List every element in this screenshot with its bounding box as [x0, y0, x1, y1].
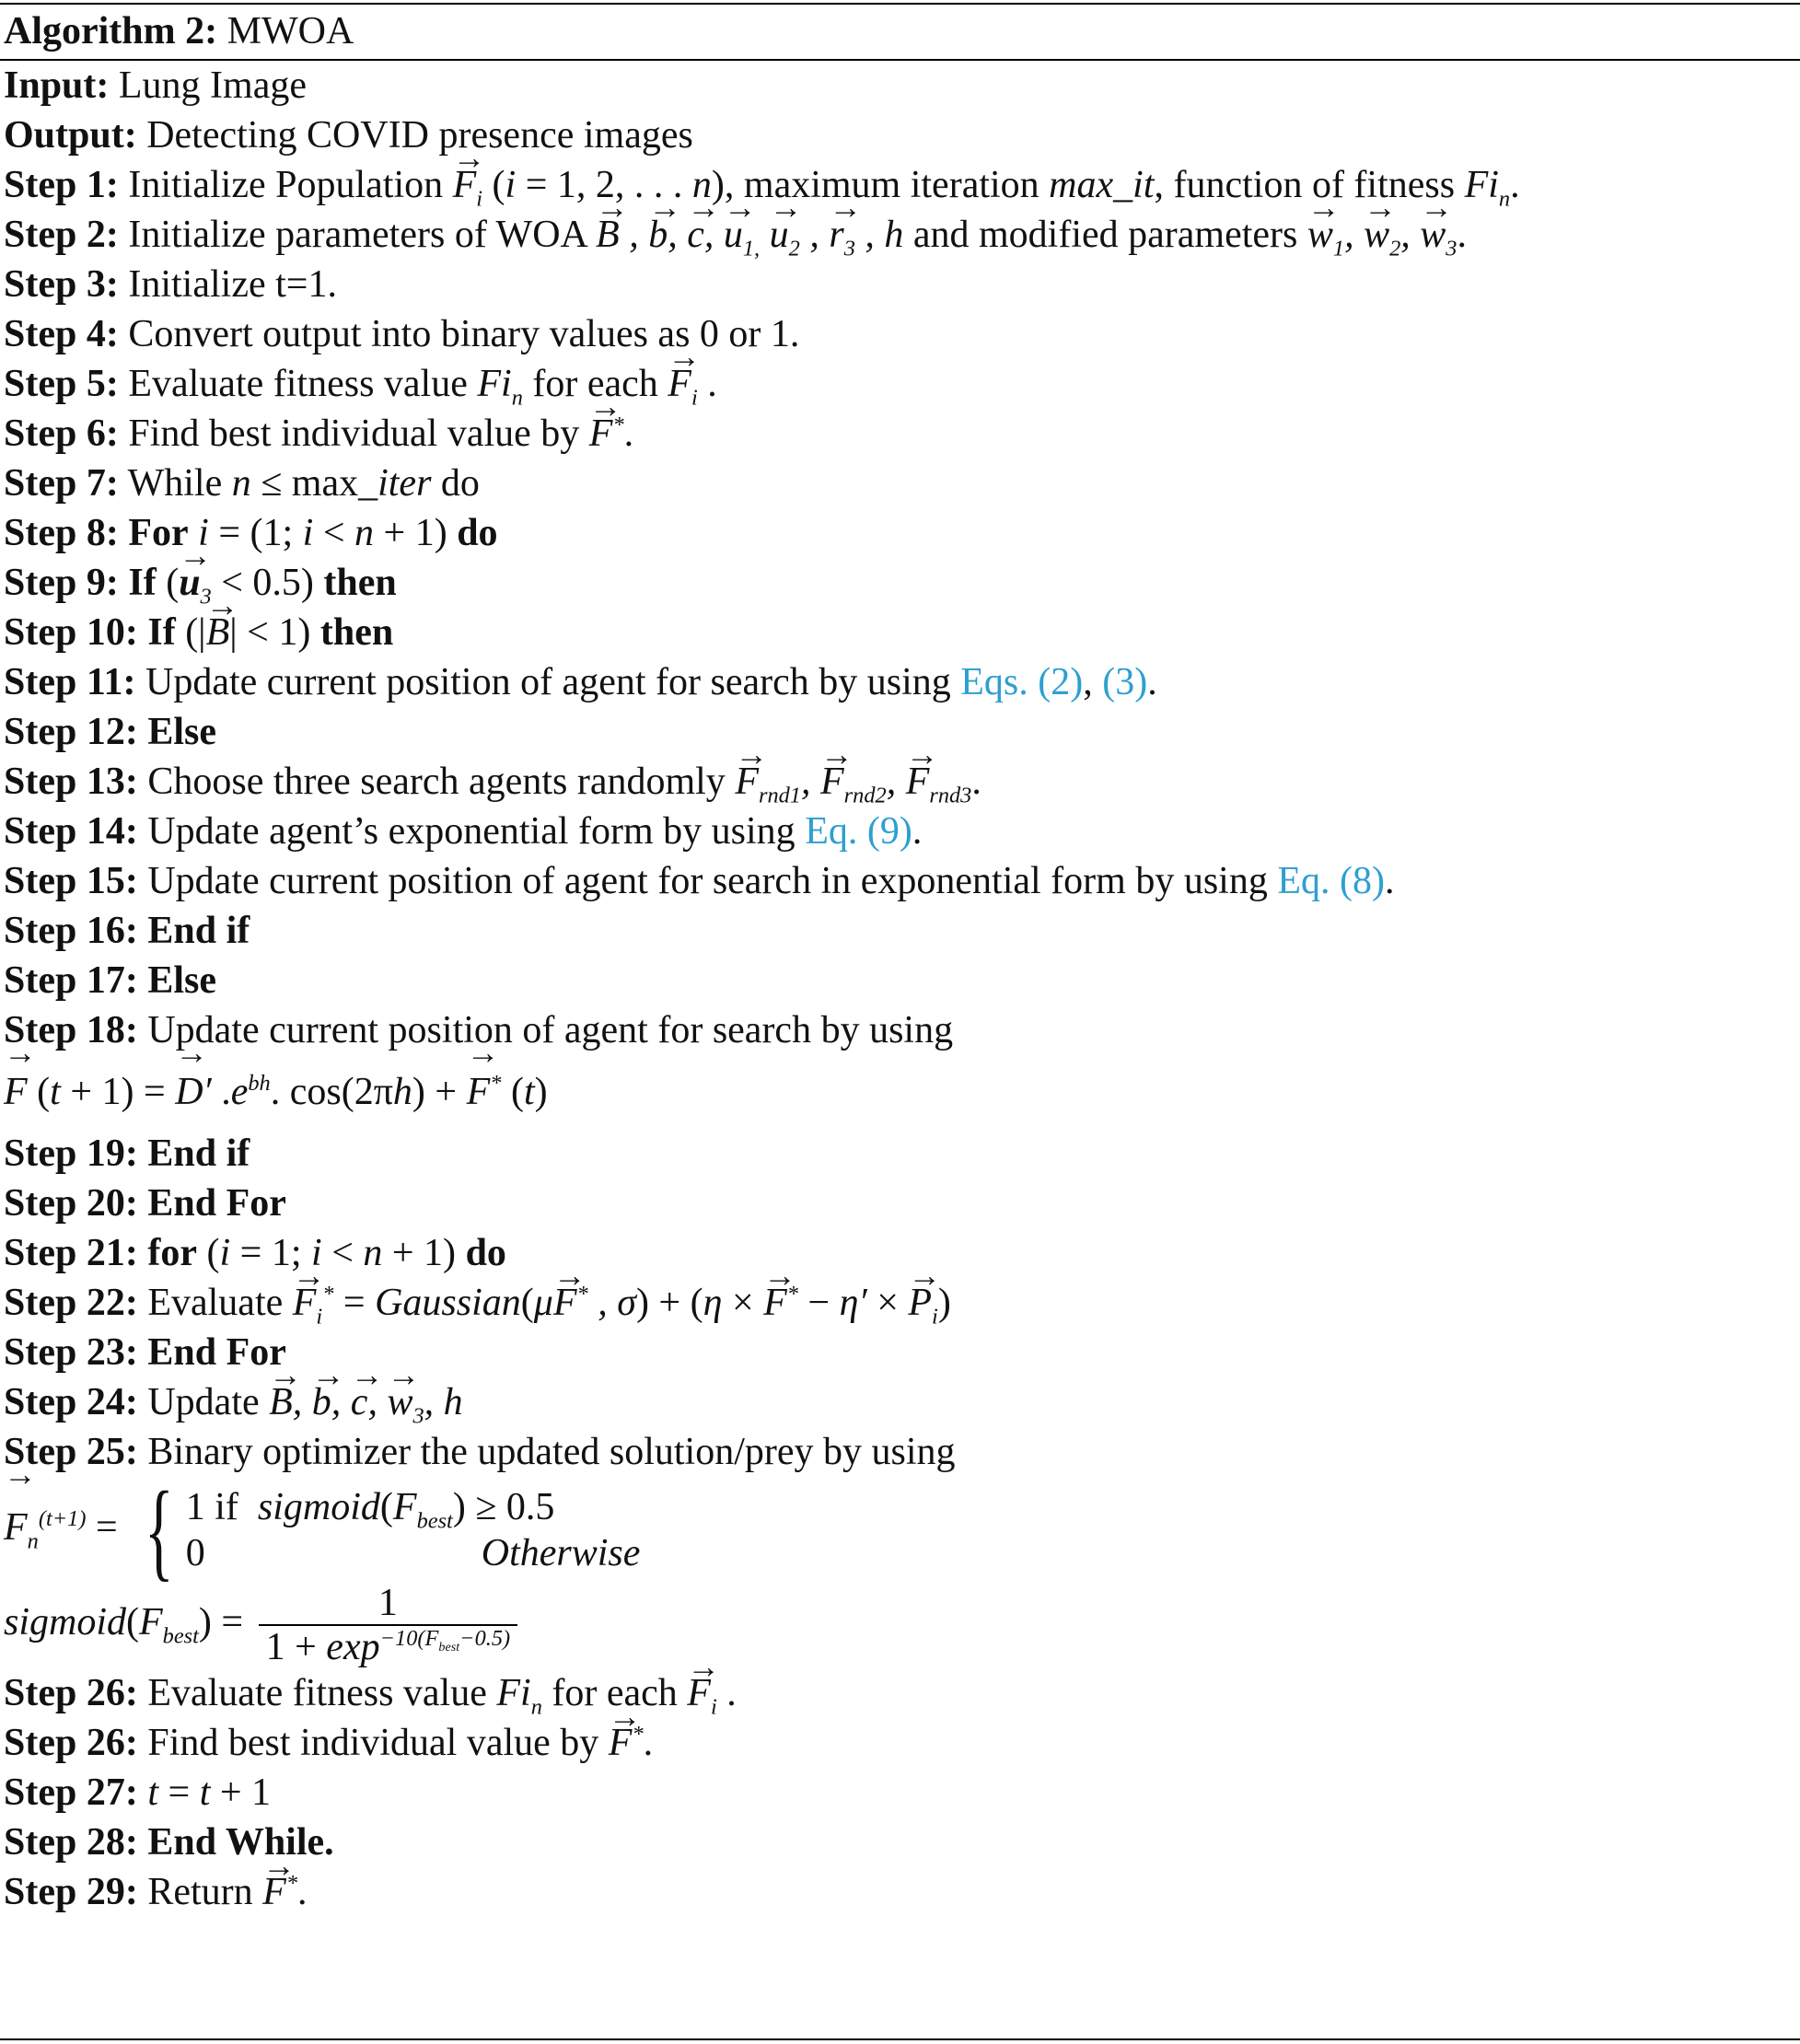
step-label: Step 26: — [4, 1672, 138, 1715]
algorithm-title — [4, 6, 354, 57]
formula: $F \to_i$ (i = 1, 2, . . . n) — [453, 164, 725, 206]
step-text: do — [440, 462, 480, 505]
step-20 — [4, 1179, 1794, 1228]
step-26b: Step 26: Find best individual value by F →*. — [4, 1718, 1794, 1768]
step-6: Step 6: Find best individual value by F →*. — [4, 409, 1794, 459]
gaussian-function: Gaussian — [375, 1282, 521, 1324]
equation-link[interactable]: (3) — [1102, 661, 1148, 703]
step-label: Step 27: — [4, 1771, 138, 1815]
step-8 — [4, 508, 1794, 558]
step-label: Step 23: — [4, 1331, 138, 1374]
formula: F →* — [609, 1722, 644, 1764]
case-block: { 1 if $sigmoid(F_{best}) \ge 0.5$ 0 Otherwise — [145, 1469, 641, 1592]
formula: B →, b →, c →, $w \to_3$, h — [269, 1381, 463, 1423]
step-label: Step 19: — [4, 1132, 138, 1175]
step-9 — [4, 558, 1794, 608]
step-2: Step 2: Initialize parameters of WOA B → , b →, c →, $u \to_{1,}$ $u \to_2$ , $r \to_3$ , h and modified parameters $w \to_1$, $w \to_2$, $w \to_3$. — [4, 210, 1794, 260]
step-text: End While. — [147, 1821, 334, 1864]
step-text: Update current position of agent for search by using — [147, 1009, 954, 1051]
step-text: for each — [532, 363, 658, 405]
step-29: Step 29: Return F →*. — [4, 1867, 1794, 1917]
spiral-update-equation: F → (t + 1) = D →′ $.e^{bh}$. cos(2πh) + F →* (t) — [4, 1055, 1794, 1129]
step-text: and modified parameters — [912, 214, 1298, 256]
step-label: Step 2: — [4, 214, 119, 256]
step-text: End if — [147, 910, 250, 952]
case-one: 1 if — [185, 1486, 238, 1529]
step-text: for — [147, 1232, 197, 1274]
step-text: End For — [147, 1182, 286, 1225]
step-13: Step 13: Choose three search agents randomly $F \to_{rnd1}$, $F \to_{rnd2}$, $F \to_{rnd3}$. — [4, 757, 1794, 807]
step-text: Find best individual value by — [147, 1722, 599, 1765]
formula: (i = 1; i < n + 1) — [206, 1232, 457, 1274]
step-24 — [4, 1377, 1794, 1427]
formula: $Fi_n$ — [496, 1672, 542, 1720]
step-label: Step 3: — [4, 263, 119, 306]
step-7 — [4, 459, 1794, 508]
step-text: Evaluate — [147, 1282, 284, 1324]
step-text: Update — [147, 1381, 260, 1423]
step-text: then — [319, 611, 394, 654]
step-text: Initialize t=1. — [128, 263, 337, 306]
step-18 — [4, 1005, 1794, 1055]
step-15: Step 15: Update current position of agent for search in exponential form by using Eq. (8). — [4, 860, 1395, 902]
step-label: Step 13: — [4, 761, 138, 803]
step-11: Step 11: Update current position of agent for search by using Eqs. (2), (3). — [4, 661, 1157, 703]
step-text: Update agent’s exponential form by using — [147, 810, 795, 853]
step-27 — [4, 1768, 1794, 1818]
step-16 — [4, 906, 1794, 956]
step-text: Else — [147, 959, 217, 1002]
sigmoid-equation: $sigmoid(F_{best})$ = $\frac{1}{1 + \exp^{-10(F_{best}-0.5)}}$ — [4, 1578, 1794, 1668]
step-text: Binary optimizer the updated solution/prey by using — [147, 1431, 956, 1473]
step-25 — [4, 1427, 1794, 1477]
step-label: Step 14: — [4, 810, 138, 853]
step-text: If — [147, 611, 176, 654]
step-text: Convert output into binary values as 0 or 1. — [128, 313, 800, 355]
sigmoid-label: sigmoid — [4, 1601, 127, 1643]
case-otherwise: Otherwise — [481, 1532, 641, 1575]
step-12 — [4, 707, 1794, 757]
step-label: Step 26: — [4, 1722, 138, 1765]
step-text: Update current position of agent for search in exponential form by using — [147, 860, 1268, 902]
step-label: Step 25: — [4, 1431, 138, 1473]
step-label: Step 24: — [4, 1381, 138, 1423]
step-text: , maximum iteration — [724, 164, 1039, 206]
step-text: If — [128, 562, 157, 604]
formula: $w \to_1$, $w \to_2$, $w \to_3$ — [1307, 214, 1457, 256]
step-text: Evaluate fitness value — [128, 363, 468, 405]
step-label: Step 12: — [4, 711, 138, 753]
formula: $Fi_n$ — [1464, 164, 1511, 212]
algorithm-label: Algorithm 2: — [4, 10, 218, 52]
top-rule — [0, 3, 1800, 5]
step-label: Step 7: — [4, 462, 119, 505]
step-22 — [4, 1278, 1794, 1328]
bottom-rule — [0, 2038, 1800, 2040]
formula: t = t + 1 — [147, 1771, 272, 1815]
step-26a: Step 26: Evaluate fitness value $Fi_n$ for each $F \to_i$ . — [4, 1668, 1794, 1718]
case-zero: 0 — [185, 1532, 205, 1575]
sigmoid-function: sigmoid — [257, 1486, 380, 1529]
step-text: End if — [147, 1132, 250, 1175]
step-label: Step 10: — [4, 611, 138, 654]
formula: i = (1; i < n + 1) — [198, 512, 447, 554]
formula: $F \to_i$ — [668, 363, 697, 405]
formula: F →* — [262, 1871, 297, 1913]
equation-link[interactable]: Eq. (9) — [805, 810, 912, 853]
step-text: do — [465, 1232, 506, 1274]
step-text: Return — [147, 1871, 253, 1914]
step-label: Step 6: — [4, 412, 119, 455]
step-label: Step 16: — [4, 910, 138, 952]
step-label: Step 8: — [4, 512, 119, 554]
step-10 — [4, 608, 1794, 657]
step-label: Step 20: — [4, 1182, 138, 1225]
step-text: Else — [147, 711, 217, 753]
step-1: Step 1: Initialize Population $F \to_i$ (i = 1, 2, . . . n), maximum iteration max_it, function of fitness $Fi_n$. — [4, 160, 1794, 210]
step-label: Step 28: — [4, 1821, 138, 1864]
input-line — [4, 61, 1794, 110]
formula: $F \to_i$ — [687, 1672, 716, 1714]
binary-equation: $F \to_n^{(t+1)}$ = { 1 if $sigmoid(F_{best}) \ge 0.5$ 0 Otherwise — [4, 1477, 1794, 1578]
step-text: Initialize Population — [128, 164, 444, 206]
step-text: Update current position of agent for search by using — [145, 661, 951, 703]
step-label: Step 1: — [4, 164, 119, 206]
formula: $(u \to_3 < 0.5)$ — [166, 562, 314, 604]
step-label: Step 17: — [4, 959, 138, 1002]
step-label: Step 22: — [4, 1282, 138, 1324]
output-line — [4, 110, 1794, 160]
formula: $F \to_i^*$ = Gaussian(μF →* , $\sigma) + (\eta \times F \to^* - \eta' \times P \to_i)$ — [293, 1282, 951, 1324]
input-label: Input: — [4, 64, 110, 107]
output-value: Detecting COVID presence images — [146, 114, 693, 157]
step-5: Step 5: Evaluate fitness value $Fi_n$ for each $F \to_i$ . — [4, 359, 1794, 409]
step-text: For — [128, 512, 189, 554]
step-label: Step 15: — [4, 860, 138, 902]
equation-link[interactable]: Eqs. (2) — [960, 661, 1084, 703]
step-text: End For — [147, 1331, 286, 1374]
step-text: Initialize parameters of WOA — [128, 214, 586, 256]
algorithm-body — [4, 61, 1794, 1917]
step-text: While — [127, 462, 223, 505]
formula: n ≤ max_iter — [231, 462, 432, 505]
step-17 — [4, 956, 1794, 1005]
sigmoid-fraction: $\frac{1}{1 + \exp^{-10(F_{best}-0.5)}}$ — [259, 1582, 518, 1668]
step-text: do — [457, 512, 498, 554]
exp-function: exp — [326, 1626, 380, 1669]
input-value: Lung Image — [118, 64, 307, 107]
step-14: Step 14: Update agent’s exponential form by using Eq. (9). — [4, 810, 923, 853]
step-label: Step 18: — [4, 1009, 138, 1051]
output-label: Output: — [4, 114, 137, 157]
step-text: then — [323, 562, 397, 604]
step-text: Evaluate fitness value — [147, 1672, 487, 1715]
step-label: Step 4: — [4, 313, 119, 355]
step-label: Step 11: — [4, 661, 136, 703]
formula: F →* — [589, 412, 624, 455]
step-text: Find best individual value by — [128, 412, 580, 455]
formula: B → , b →, c →, $u \to_{1,}$ $u \to_2$ , $r \to_3$ , h — [596, 214, 903, 256]
formula: max_it — [1049, 164, 1155, 206]
step-label: Step 29: — [4, 1871, 138, 1914]
formula: $F \to_{rnd1}$, $F \to_{rnd2}$, $F \to_{rnd3}$ — [735, 761, 971, 803]
step-label: Step 5: — [4, 363, 119, 405]
formula: $Fi_n$ — [477, 363, 523, 411]
equation-link[interactable]: Eq. (8) — [1277, 860, 1385, 902]
step-3 — [4, 260, 1794, 309]
formula: (|B →| < 1) — [185, 611, 310, 654]
step-label: Step 21: — [4, 1232, 138, 1274]
step-text: Choose three search agents randomly — [147, 761, 726, 803]
step-21 — [4, 1228, 1794, 1278]
step-4 — [4, 309, 1794, 359]
algorithm-name: MWOA — [226, 10, 354, 52]
step-text: for each — [552, 1672, 678, 1715]
step-text: , function of fitness — [1154, 164, 1456, 206]
step-19 — [4, 1129, 1794, 1179]
step-label: Step 9: — [4, 562, 119, 604]
